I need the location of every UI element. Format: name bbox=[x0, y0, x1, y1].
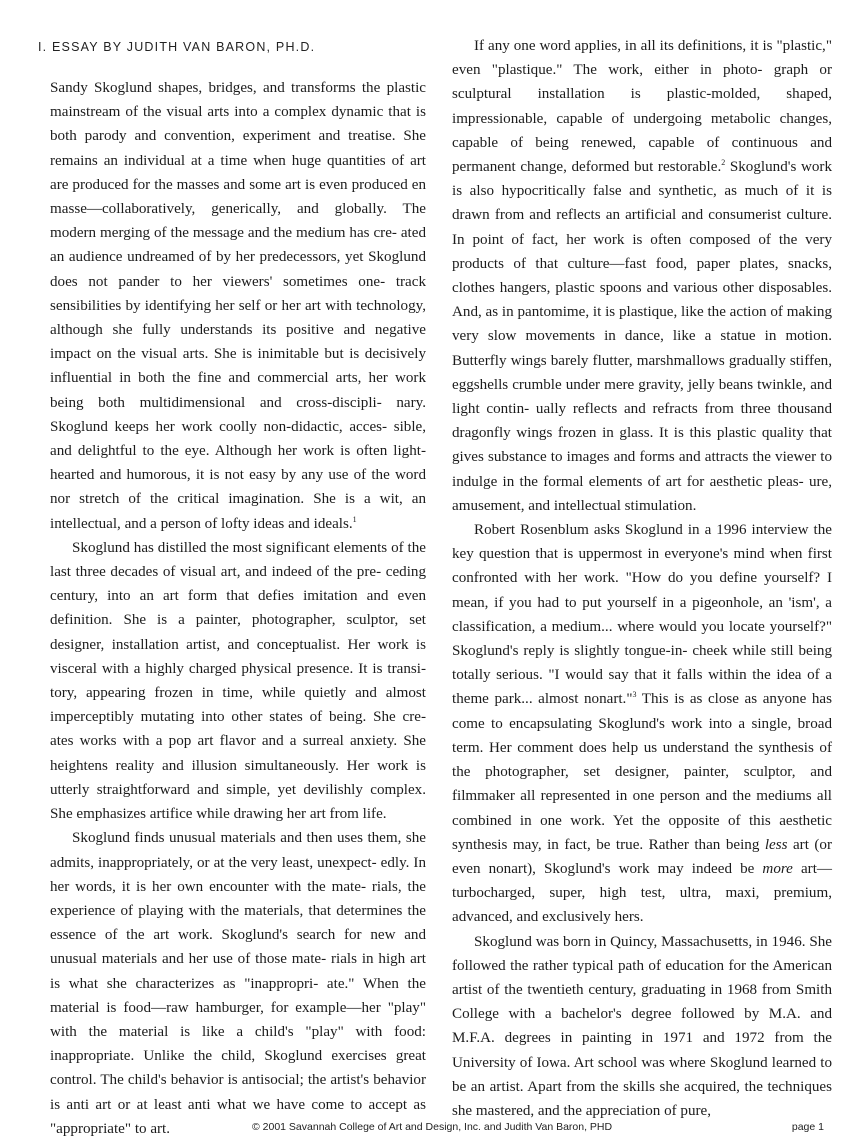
paragraph-text: Sandy Skoglund shapes, bridges, and transforms the plastic mainstream of the visual arts into a complex dynamic that is both parody and convention, experiment and treatise. She remains an individual at a time when huge quantities of art are produced for the masses and some art is even produced en masse—collaboratively, generically, and globally. The modern merging of the message and the medium has cre- ated an audience undreamed of by her predecessors, yet Skoglund does not pander to her viewers' sometimes one- track sensibilities by identifying her self or her art with technology, although she fully understands its positive and negative impact on the visual arts. She is inimitable but is decisively influential in both the fine and commercial arts, her work being both multidimensional and cross-discipli- nary. Skoglund keeps her work coolly non-didactic, acces- sible, and delightful to the eye. Although her work is often light-hearted and humorous, it is not easy by any use of the word nor stretch of the critical imagination. She is a wit, an intellectual, and a person of lofty ideas and ideals. bbox=[50, 80, 426, 532]
paragraph bbox=[452, 518, 832, 929]
paragraph-text: Skoglund's work is also hypocritically false and synthetic, as much of it is drawn from and reflects an artificial and consumerist culture. In point of fact, her work is often composed of the very products of that culture—fast food, paper plates, snacks, clothes hangers, plastic spoons and various other disposables. And, as in pantomime, it is plastique, like the action of making very slow movements in dance, like a statue in motion. Butterfly wings barely flutter, marshmallows gradually stiffen, eggshells crumble under mere gravity, jelly beans twinkle, and light contin- ually reflects and refracts from three thousand dragonfly wings frozen in glass. It is this plastic quality that gives substance to images and forms and attracts the viewer to indulge in the formal elements of art for aesthetic pleas- ure, amusement, and intellectual stimulation. bbox=[452, 159, 833, 514]
footnote-ref: 3 bbox=[632, 690, 637, 700]
paragraph-text: art—turbocharged, super, high test, ultra, maxi, premium, advanced, and exclusively hers. bbox=[452, 860, 832, 926]
emphasis-text: less bbox=[764, 836, 788, 853]
page-number: page 1 bbox=[791, 1121, 824, 1133]
paragraph bbox=[452, 34, 832, 518]
paragraph bbox=[50, 76, 426, 536]
paragraph: Skoglund was born in Quincy, Massachusetts, in 1946. She followed the rather typical path of education for the American artist of the twentieth century, graduating in 1968 from Smith College with a bachelor's degree followed by M.A. and M.F.A. degrees in painting in 1971 and 1972 from the University of Iowa. Art school was where Skoglund learned to be an artist. Apart from the skills she acquired, the techniques she mastered, and the appreciation of pure, bbox=[452, 933, 832, 1119]
footnote-ref: 2 bbox=[721, 158, 726, 168]
paragraph: Skoglund has distilled the most significant elements of the last three decades of visual art, and indeed of the pre- ceding century, into an art form that defies imitation and even definition. She is a painter, photographer, sculptor, set designer, installation artist, and conceptualist. Her work is visceral with a highly charged physical presence. It is transi- tory, appearing frozen in time, while quietly and almost imperceptibly mutating into other states of being. She cre- ates works with a pop art flavor and a surreal anxiety. She heightens reality and illusion simultaneously. Her work is utterly straightforward and simple, yet devilishly complex. She emphasizes artifice while drawing her art from life. bbox=[50, 539, 426, 823]
footnote-ref: 1 bbox=[352, 514, 357, 524]
paragraph-text: If any one word applies, in all its definitions, it is "plastic," even "plastique." The work, either in photo- graph or sculptural installation is plastic-molded, shaped, impressionable, capable of undergoing metabolic changes, capable of being renewed, capable of continuous and permanent change, deformed but restorable. bbox=[452, 38, 832, 176]
paragraph-text: Robert Rosenblum asks Skoglund in a 1996 interview the key question that is uppermost in everyone's mind when first confronted with her work. "How do you define yourself? I mean, if you had to put yourself in a pigeonhole, an 'ism', a classification, a medium... where would you locate yourself?" Skoglund's reply is slightly tongue-in- cheek while still being totally serious. "I would say that it falls within the idea of a theme park... almost nonart." bbox=[452, 522, 832, 708]
copyright-notice: © 2001 Savannah College of Art and Design, Inc. and Judith Van Baron, PHD bbox=[252, 1121, 613, 1133]
paragraph-text: This is as close as anyone has come to encapsulating Skoglund's work into a single, broad term. Her comment does help us understand the synthesis of the photographer, set designer, painter, sculptor, and filmmaker all represented in one person and the mediums all combined in one work. Yet the opposite of this aesthetic synthesis may, in fact, be true. Rather than being bbox=[452, 691, 832, 853]
left-column bbox=[50, 76, 426, 1141]
paragraph-text: art (or even nonart), Skoglund's work may indeed be bbox=[452, 836, 832, 877]
emphasis-text: more bbox=[762, 860, 793, 877]
right-column bbox=[452, 34, 832, 1123]
section-header: I. ESSAY BY JUDITH VAN BARON, PH.D. bbox=[38, 40, 316, 54]
paragraph: Skoglund finds unusual materials and then uses them, she admits, inappropriately, or at the very least, unexpect- edly. In her words, it is her own encounter with the mate- rials, the experience of playing with the materials, that determines the essence of the art work. Skoglund's search for new and unusual materials and her use of those mate- rials in high art is what she characterizes as "inappropri- ate." When the material is food—raw hamburger, for example—her "play" with the material is like a child's "play" with food: inappropriate. Unlike the child, Skoglund exercises great control. The child's behavior is antisocial; the artist's behavior is anti art or at least anti what we have come to accept as "appropriate" to art. bbox=[50, 830, 426, 1137]
